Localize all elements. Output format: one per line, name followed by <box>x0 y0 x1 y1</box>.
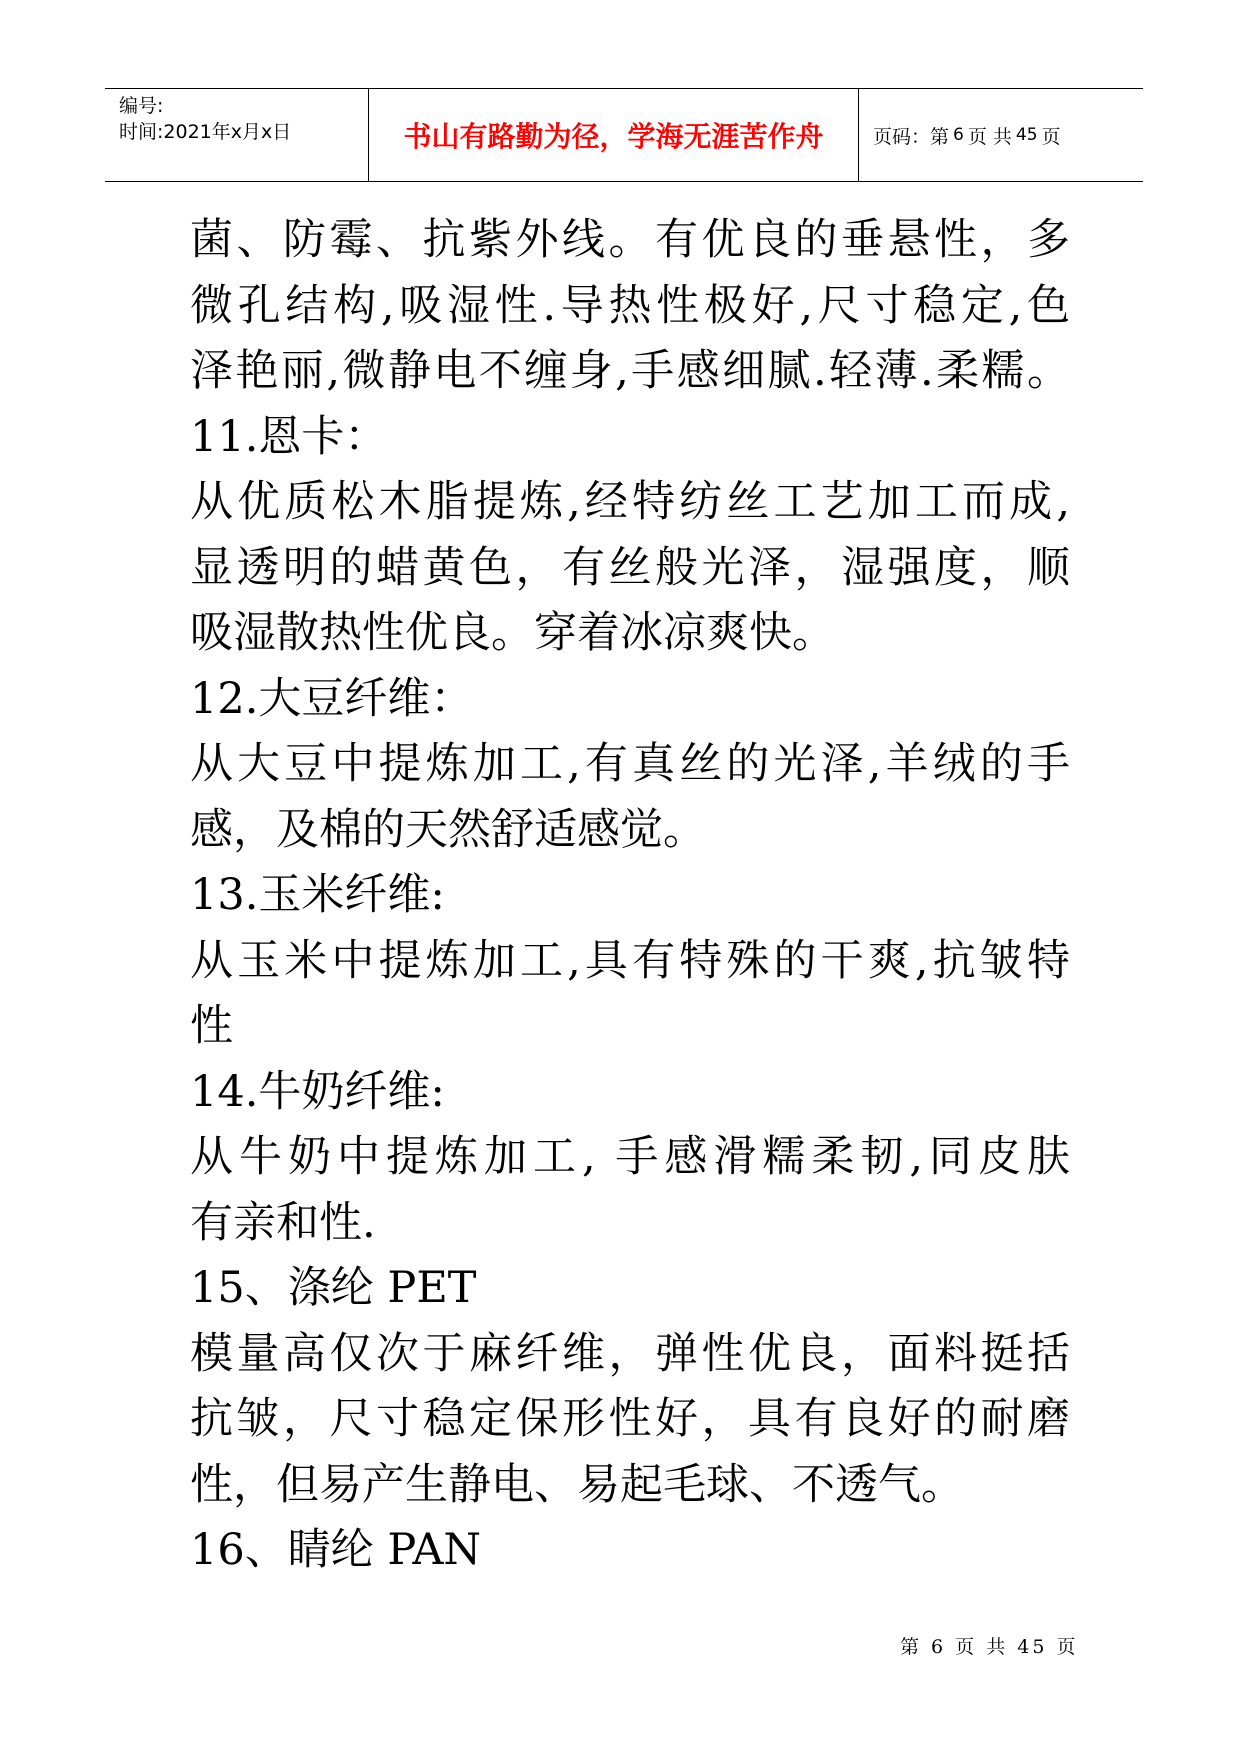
header-page-cell <box>859 89 1143 181</box>
section-heading: 13.玉米纤维: <box>190 870 445 920</box>
header-meta-cell <box>105 89 369 181</box>
body-line: 性，但易产生静电、易起毛球、不透气。 <box>190 1459 964 1510</box>
page-prefix: 页码：第 <box>873 125 950 148</box>
document-number-label: 编号: <box>119 95 164 117</box>
body-line: 从优质松木脂提炼,经特纺丝工艺加工而成, <box>190 477 1070 527</box>
page-suffix: 页 <box>1041 125 1061 148</box>
body-line: 从大豆中提炼加工,有真丝的光泽,羊绒的手 <box>190 739 1070 789</box>
page-current: 6 <box>953 125 964 145</box>
page-footer: 第 6 页 共 45 页 <box>900 1636 1079 1658</box>
page-mid: 页 共 <box>967 125 1012 148</box>
body-line: 抗皱，尺寸稳定保形性好，具有良好的耐磨 <box>190 1394 1070 1444</box>
body-line: 菌、防霉、抗紫外线。有优良的垂悬性，多 <box>190 215 1070 265</box>
document-body <box>190 208 1070 1584</box>
section-heading: 15、涤纶 PET <box>190 1263 477 1313</box>
body-line: 显透明的蜡黄色，有丝般光泽，湿强度，顺 <box>190 542 1070 593</box>
body-line: 从牛奶中提炼加工, 手感滑糯柔韧,同皮肤 <box>190 1132 1070 1182</box>
body-line: 性 <box>190 1001 233 1051</box>
section-heading: 14.牛奶纤维: <box>190 1066 445 1117</box>
body-line: 微孔结构,吸湿性.导热性极好,尺寸稳定,色 <box>190 280 1070 331</box>
body-line: 吸湿散热性优良。穿着冰凉爽快。 <box>190 608 835 658</box>
body-line: 模量高仅次于麻纤维，弹性优良，面料挺括 <box>190 1328 1070 1379</box>
section-heading: 16、睛纶 PAN <box>190 1525 482 1575</box>
page-header <box>105 88 1143 182</box>
page-total: 45 <box>1015 125 1038 145</box>
section-heading: 12.大豆纤维： <box>190 673 474 724</box>
body-line: 有亲和性. <box>190 1197 376 1248</box>
document-time-label: 时间:2021年x月x日 <box>119 121 292 143</box>
body-line: 从玉米中提炼加工,具有特殊的干爽,抗皱特 <box>190 935 1070 986</box>
section-heading: 11.恩卡： <box>190 411 388 462</box>
header-motto: 书山有路勤为径，学海无涯苦作舟 <box>403 120 824 153</box>
header-motto-cell <box>369 89 859 181</box>
body-line: 泽艳丽,微静电不缠身,手感细腻.轻薄.柔糯。 <box>190 346 1070 396</box>
body-line: 感，及棉的天然舒适感觉。 <box>190 804 706 855</box>
